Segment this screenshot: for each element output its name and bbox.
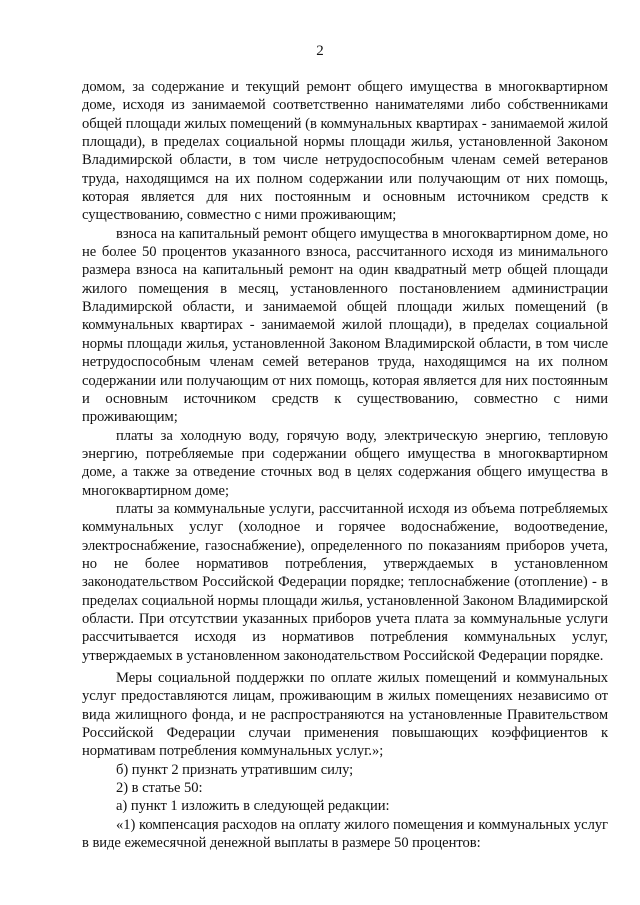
paragraph-item-a: а) пункт 1 изложить в следующей редакции:	[116, 798, 390, 815]
paragraph-compensation: «1) компенсация расходов на оплату жилого помещения и коммунальных услуг в виде ежемесячной денежной выплаты в размере 50 процентов:	[82, 816, 608, 852]
document-body	[82, 78, 608, 852]
paragraph-common-utilities: платы за холодную воду, горячую воду, электрическую энергию, тепловую энергию, потребляемые при содержании общего имущества в многоквартирном доме, а также за отведение сточных вод в целях содержания общего имущества в многоквартирном доме;	[82, 427, 608, 499]
paragraph-article-50: 2) в статье 50:	[116, 780, 203, 797]
paragraph-housing-maintenance: домом, за содержание и текущий ремонт общего имущества в многоквартирном доме, исходя из занимаемой соответственно нанимателями либо собственниками общей площади жилых помещений (в коммунальных квартирах - занимаемой жилой площади), в пределах социальной нормы площади жилья, установленной Законом Владимирской области, в том числе нетрудоспособным членам семей ветеранов труда, находящимся на их полном содержании или получающим от них помощь, которая является для них постоянным и основным источником средств к существованию, совместно с ними проживающим;	[82, 79, 608, 224]
paragraph-capital-repair: взноса на капитальный ремонт общего имущества в многоквартирном доме, но не более 50 процентов указанного взноса, рассчитанного исходя из минимального размера взноса на капитальный ремонт на один квадратный метр общей площади жилого помещения в месяц, установленного постановлением администрации Владимирской области, и занимаемой общей площади жилых помещений (в коммунальных квартирах - занимаемой жилой площади), в пределах социальной нормы площади жилья, установленной Законом Владимирской области, в том числе нетрудоспособным членам семей ветеранов труда, находящимся на их полном содержании или получающим от них помощь, которая является для них постоянным и основным источником средств к существованию, совместно с ними проживающим;	[82, 225, 608, 426]
page-number: 2	[316, 43, 324, 59]
paragraph-utility-services: платы за коммунальные услуги, рассчитанной исходя из объема потребляемых коммунальных услуг (холодное и горячее водоснабжение, водоотведение, электроснабжение, газоснабжение), определенного по показаниям приборов учета, но не более нормативов потребления, утверждаемых в установленном законодательством Российской Федерации порядке; теплоснабжение (отопление) - в пределах социальной нормы площади жилья, установленной Законом Владимирской области. При отсутствии указанных приборов учета плата за коммунальные услуги рассчитывается исходя из нормативов потребления коммунальных услуг, утверждаемых в установленном законодательством Российской Федерации порядке.	[82, 500, 608, 664]
paragraph-item-b: б) пункт 2 признать утратившим силу;	[116, 761, 354, 778]
paragraph-support-measures: Меры социальной поддержки по оплате жилых помещений и коммунальных услуг предоставляются лицам, проживающим в жилых помещениях независимо от вида жилищного фонда, и не распространяются на установленные Правительством Российской Федерации случаи применения повышающих коэффициентов к нормативам потребления коммунальных услуг.»;	[82, 670, 608, 760]
